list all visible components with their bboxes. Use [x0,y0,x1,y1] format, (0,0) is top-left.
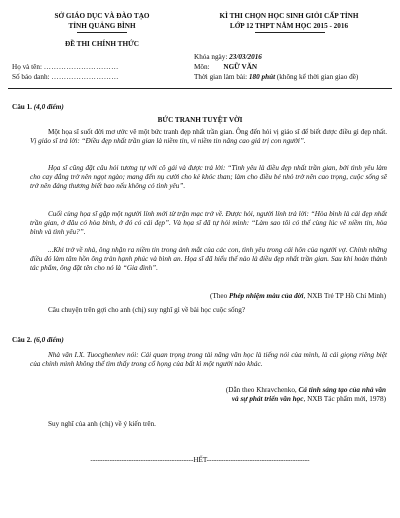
q2-source-book-2: và sự phát triển văn học [231,395,304,404]
q1-source-book: Phép nhiệm màu của đời [228,292,304,300]
q1-paragraph-4: ...Khi trở về nhà, ông nhận ra niềm tin trong ánh mắt của các con, tình yêu trong cái hôn của người vợ. Chính những điều đó làm tâm hồn ông tràn hạnh phúc và bình an. Họa sĩ đã hiểu thế nào là điều đẹp nhất trần gian. Sau khi hoàn thành tác phẩm, ông đặt tên cho nó là “Gia đình”. [30,246,387,273]
q2-source-line-1 [226,386,386,395]
subject-value: NGỮ VĂN [223,63,258,71]
q2-source-line-2 [226,395,386,404]
candidate-name-field [12,63,119,72]
q2-heading [12,336,64,345]
q2-source-open: (Dẫn theo Khravchenko, [225,386,297,394]
time-value: 180 phút [248,73,276,81]
exam-date-field [194,53,262,62]
official-label: ĐỀ THI CHÍNH THỨC [65,40,139,48]
q2-source [226,386,386,404]
subject-label: Môn: [194,63,210,71]
q1-source [210,292,386,301]
end-marker [0,456,400,465]
q2-source-book-1: Cá tính sáng tạo của nhà văn [298,386,386,394]
q1-label: Câu 1. [12,103,32,111]
q1-paragraph-3: Cuối cùng họa sĩ gặp một người lính mới từ trận mạc trở về. Được hỏi, người lính trả lời: “Hòa bình là cái đẹp nhất trần gian, ở đâu có hòa bình, ở đó có cái đẹp”. Và họa sĩ đã tự hỏi mình: “Làm sao tôi có thể cùng lúc vẽ niềm tin, hòa bình và tình yêu?”. [30,210,387,237]
header-left-underline [77,32,127,33]
q1-heading [12,103,64,112]
date-value: 23/03/2016 [229,53,262,61]
q2-source-rest: , NXB Tác phẩm mới, 1978) [303,395,386,404]
id-dots: ……………………… [51,73,119,81]
id-label: Số báo danh: [12,73,50,81]
end-dashes-left: ------------------------------------------- [90,456,194,464]
q1-p1-italic: Vị giáo sĩ trả lời: “Điều đẹp nhất trần gian là niềm tin, vì niềm tin nâng cao giá trị con người”. [30,137,306,146]
q2-label: Câu 2. [12,336,32,344]
story-title: BỨC TRANH TUYỆT VỜI [157,116,243,124]
header-right-underline [255,32,325,33]
q1-source-open: (Theo [210,292,228,300]
time-field [194,73,358,82]
q2-quote: Nhà văn I.X. Tuocghenhev nói: Cái quan trọng trong tài năng văn học là tiếng nói của mình, là cái giọng riêng biệt của chính mình không thể tìm thấy trong cổ họng của bất kì một người nào khác. [30,351,387,369]
end-text: HẾT [193,456,207,464]
province-name: TỈNH QUẢNG BÌNH [68,22,136,30]
department-name: SỞ GIÁO DỤC VÀ ĐÀO TẠO [54,12,150,20]
date-label: Khóa ngày: [194,53,228,61]
name-dots: ………………………… [43,63,119,71]
end-dashes-right: ------------------------------------------- [206,456,310,464]
grade-year: LỚP 12 THPT NĂM HỌC 2015 - 2016 [229,22,349,30]
candidate-id-field [12,73,119,82]
q1-paragraph-1 [30,128,387,146]
name-label: Họ và tên: [12,63,42,71]
q1-source-rest: , NXB Trẻ TP Hồ Chí Minh) [303,292,386,300]
exam-title: KÌ THI CHỌN HỌC SINH GIỎI CẤP TỈNH [219,12,359,20]
header-divider [8,88,392,89]
q1-question: Câu chuyện trên gợi cho anh (chị) suy nghĩ gì về bài học cuộc sống? [48,306,246,314]
time-note: (không kể thời gian giao đề) [276,73,359,81]
q1-paragraph-2: Họa sĩ cũng đặt câu hỏi tương tự với cô gái và được trả lời: “Tình yêu là điều đẹp nhất trần gian, bởi tình yêu làm cho cay đắng trở nên ngọt ngào; mang đến nụ cười cho kẻ khóc than; làm cho điều bé nhỏ trở nên cao trọng, cuộc sống sẽ trở nên đáng thương biết bao nếu không có tình yêu”. [30,164,387,191]
q1-points: (4,0 điểm) [33,103,64,111]
q1-p1-plain: Một họa sĩ suốt đời mơ ước vẽ một bức tranh đẹp nhất trần gian. Ông đến hỏi vị giáo sĩ để biết được điều gì đẹp nhất. [48,128,387,136]
time-label: Thời gian làm bài: [194,73,248,81]
q2-question: Suy nghĩ của anh (chị) về ý kiến trên. [48,420,156,428]
q2-points: (6,0 điểm) [33,336,64,344]
subject-field [194,63,257,72]
